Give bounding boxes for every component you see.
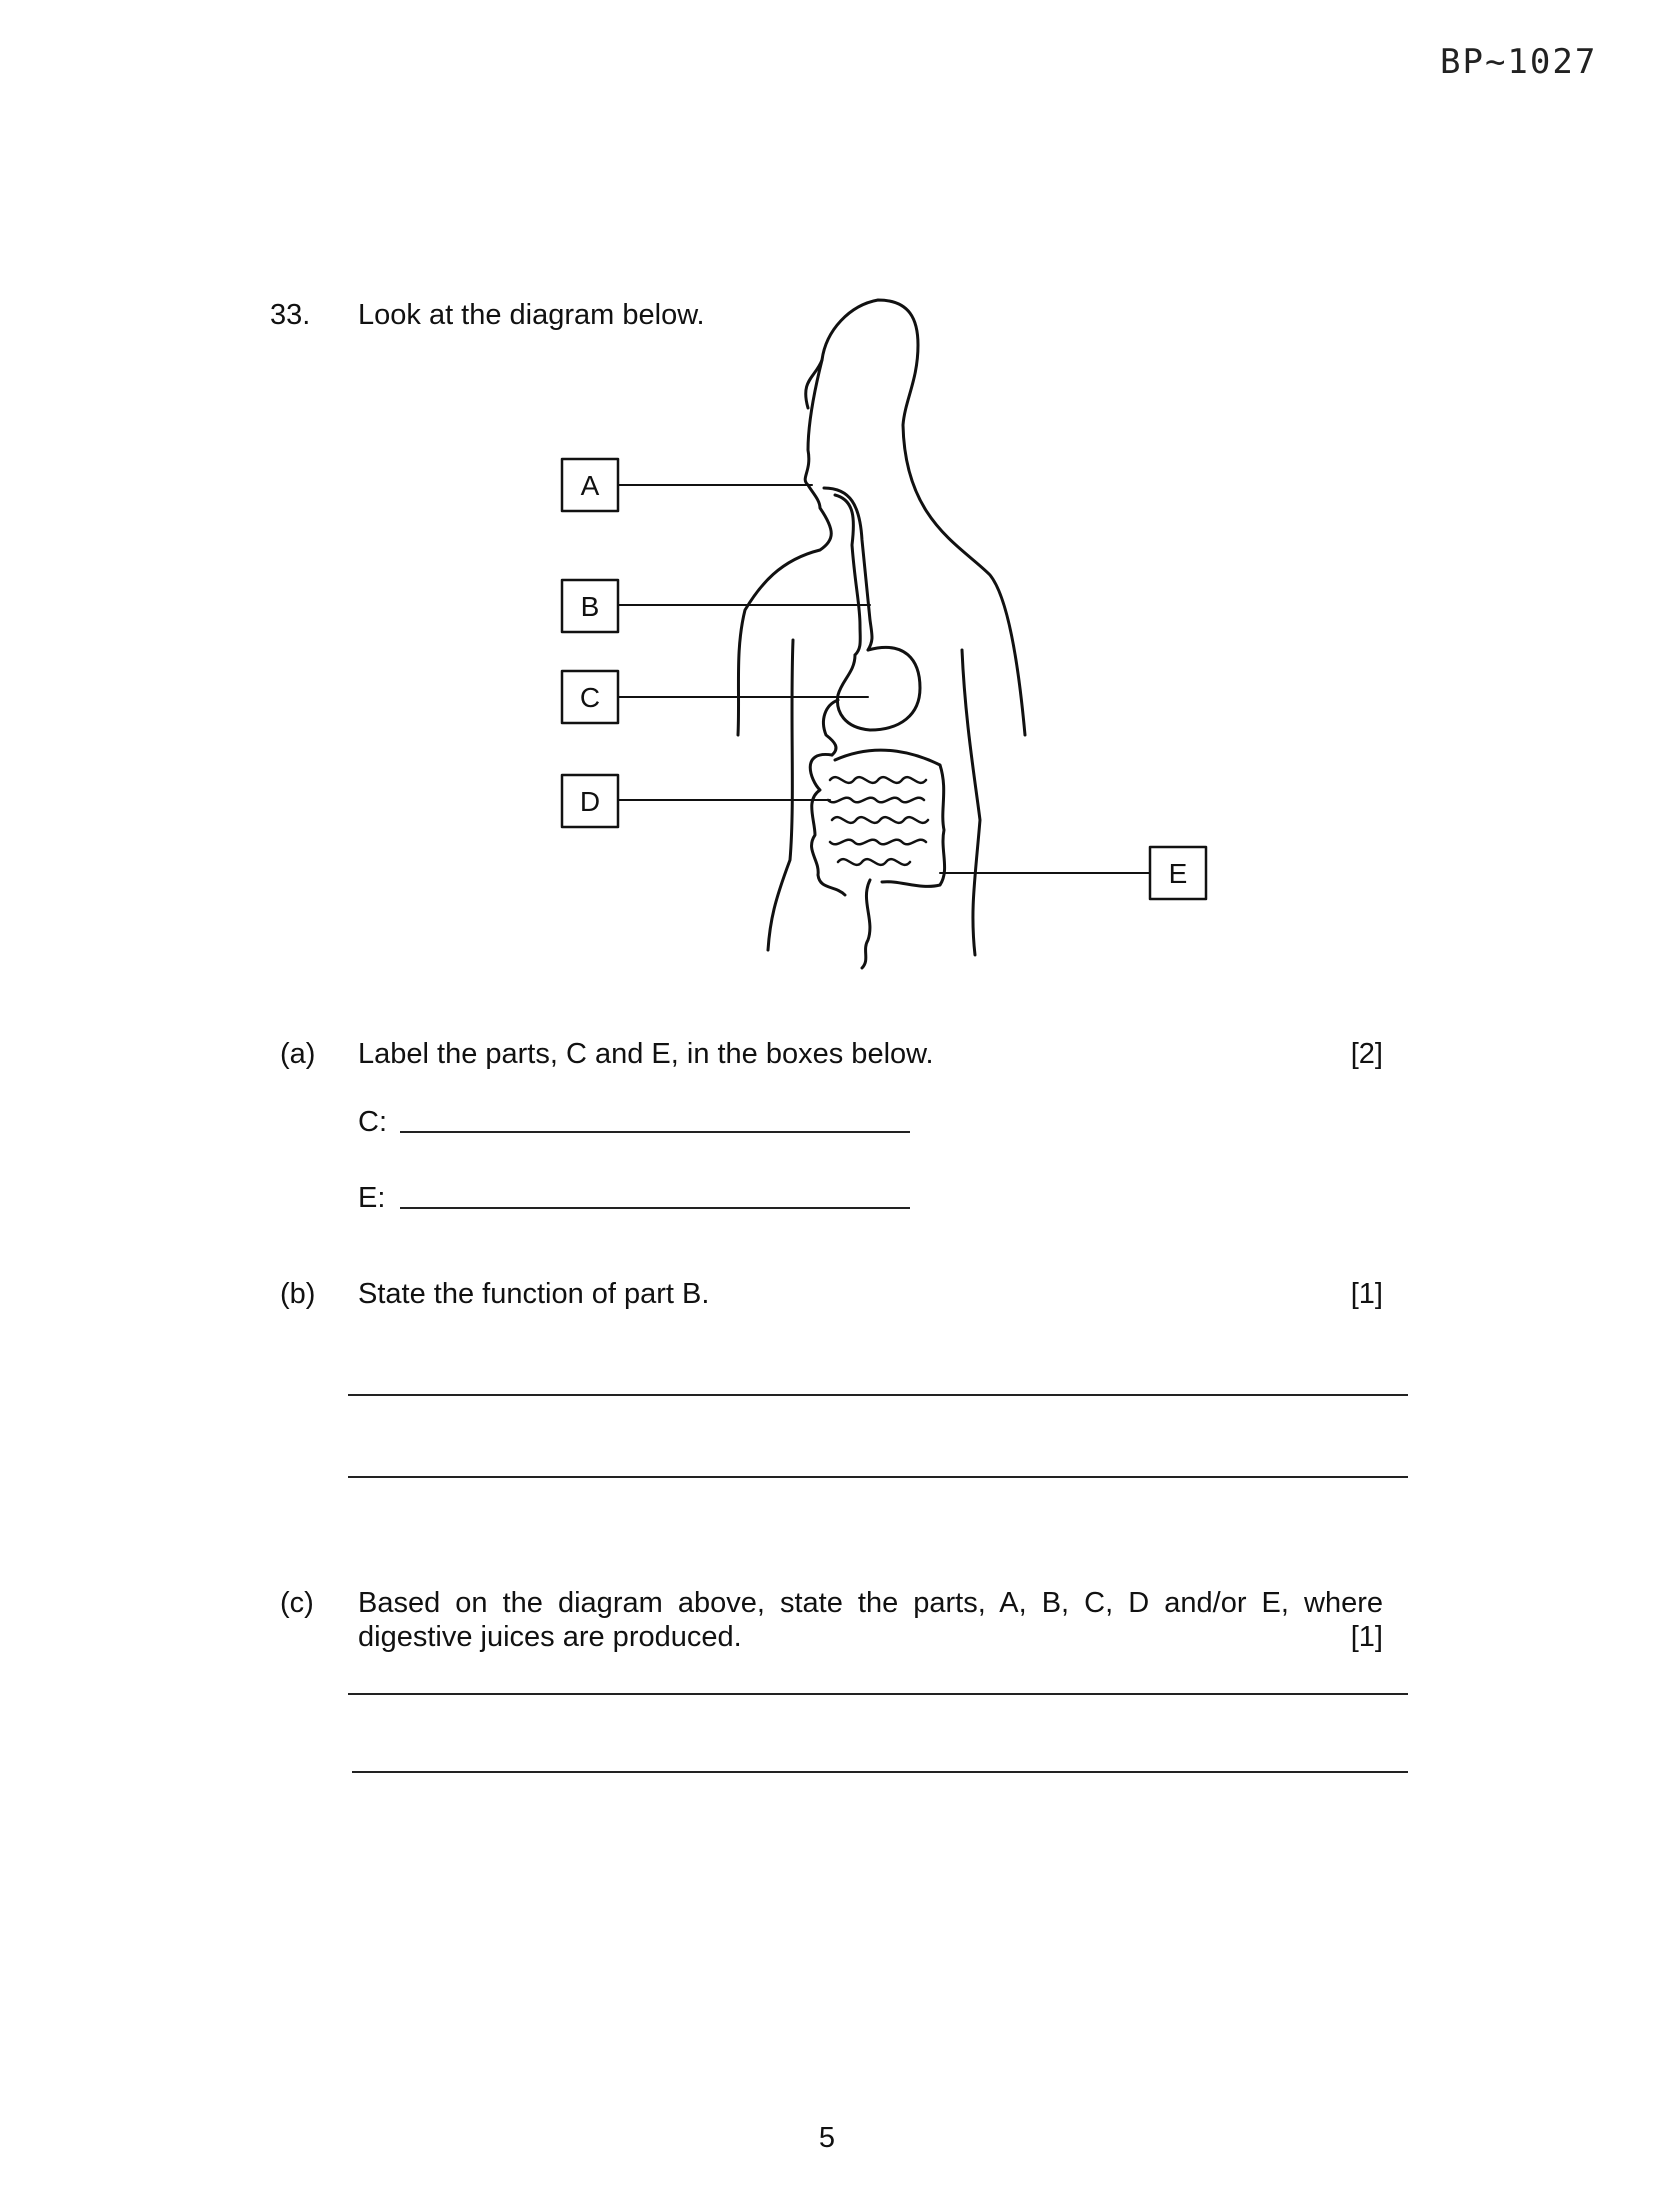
label-a: A [580, 470, 600, 501]
part-c-text-line2-content: digestive juices are produced. [358, 1621, 742, 1653]
part-a-label: (a) [280, 1038, 316, 1070]
label-d: D [579, 786, 601, 817]
answer-field-label-c: C: [358, 1106, 387, 1138]
answer-line-e[interactable] [400, 1207, 910, 1209]
small-intestine [828, 777, 928, 865]
rectum [862, 880, 870, 968]
part-b-text: State the function of part B. [358, 1278, 710, 1310]
part-c-text-line2 [358, 1620, 1383, 1654]
torso-left [768, 640, 793, 950]
head-face-profile [738, 360, 831, 735]
torso-right [962, 650, 980, 955]
stomach [837, 647, 920, 730]
part-a-text: Label the parts, C and E, in the boxes below. [358, 1038, 934, 1070]
esophagus [824, 488, 872, 655]
duodenum [823, 700, 838, 755]
part-c-label: (c) [280, 1587, 314, 1619]
question-intro: Look at the diagram below. [358, 299, 705, 331]
part-c-text-line1: Based on the diagram above, state the parts, A, B, C, D and/or E, where [358, 1587, 1383, 1619]
document-code: BP~1027 [1440, 42, 1598, 82]
answer-field-label-e: E: [358, 1182, 386, 1214]
answer-line-c-2[interactable] [352, 1771, 1408, 1773]
label-e: E [1168, 858, 1188, 889]
part-c-marks: [1] [1350, 1621, 1383, 1653]
label-c: C [579, 682, 601, 713]
page-number: 5 [818, 2122, 836, 2154]
answer-line-c[interactable] [400, 1131, 910, 1133]
label-b: B [580, 591, 600, 622]
question-number: 33. [270, 299, 311, 331]
part-a-marks: [2] [1350, 1038, 1383, 1070]
answer-line-c-1[interactable] [348, 1693, 1408, 1695]
body-outline [806, 300, 1025, 735]
part-b-label: (b) [280, 1278, 316, 1310]
part-b-marks: [1] [1350, 1278, 1383, 1310]
answer-line-b-1[interactable] [348, 1394, 1408, 1396]
answer-line-b-2[interactable] [348, 1476, 1408, 1478]
